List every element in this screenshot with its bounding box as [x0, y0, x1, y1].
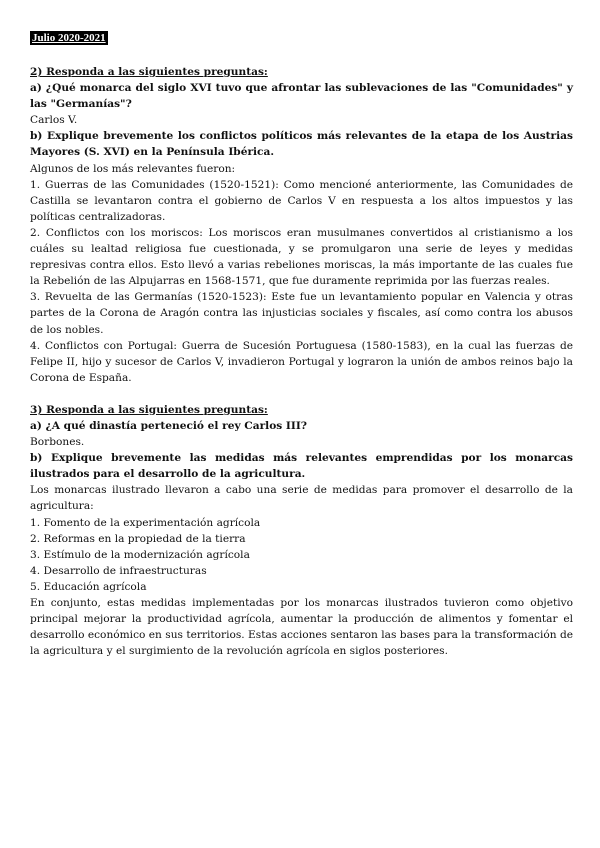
list-item: 1. Fomento de la experimentación agrícola: [30, 516, 261, 529]
list-item: 2. Conflictos con los moriscos: Los moriscos eran musulmanes convertidos al cristianismo a los cuáles su lealtad religiosa fue cuestionada, y se promulgaron una serie de leyes y medidas represivas contra ellos. Esto llevó a varias rebeliones moriscas, la más importante de las cuales fue la Rebelión de las Alpujarras en 1568-1571, que fue duramente reprimida por las fuerzas reales.: [30, 226, 573, 288]
list-item: 3. Revuelta de las Germanías (1520-1523): Este fue un levantamiento popular en Valencia y otras partes de la Corona de Aragón contra las injusticias sociales y fiscales, así como contra los abusos de los nobles.: [30, 291, 573, 336]
section-3-heading: 3) Responda a las siguientes preguntas:: [30, 403, 268, 416]
section-3-question-a: a) ¿A qué dinastía perteneció el rey Carlos III?: [30, 419, 307, 432]
list-item: 4. Desarrollo de infraestructuras: [30, 564, 207, 577]
document-page: [30, 30, 573, 659]
list-item: 3. Estímulo de la modernización agrícola: [30, 548, 250, 561]
section-spacer: [30, 386, 573, 402]
section-2-question-b: b) Explique brevemente los conflictos políticos más relevantes de la etapa de los Austrias Mayores (S. XVI) en la Península Ibérica.: [30, 130, 573, 159]
section-2: [30, 64, 573, 386]
section-3-intro: Los monarcas ilustrado llevaron a cabo una serie de medidas para promover el desarrollo de la agricultura:: [30, 484, 573, 513]
section-2-heading: 2) Responda a las siguientes preguntas:: [30, 66, 268, 78]
section-3-conclusion: En conjunto, estas medidas implementadas por los monarcas ilustrados tuvieron como objetivo principal mejorar la productividad agrícola, aumentar la producción de alimentos y fomentar el desarrollo económico en sus territorios. Estas acciones sentaron las bases para la transformación de la agricultura y el surgimiento de la revolución agrícola en siglos posteriores.: [30, 597, 573, 658]
list-item: 2. Reformas en la propiedad de la tierra: [30, 532, 246, 545]
section-2-intro: Algunos de los más relevantes fueron:: [30, 162, 236, 175]
section-3: [30, 402, 573, 660]
section-3-question-b: b) Explique brevemente las medidas más relevantes emprendidas por los monarcas ilustrados para el desarrollo de la agricultura.: [30, 452, 573, 481]
section-2-question-a: a) ¿Qué monarca del siglo XVI tuvo que afrontar las sublevaciones de las "Comunidades" y las "Germanías"?: [30, 82, 573, 111]
list-item: 1. Guerras de las Comunidades (1520-1521): Como mencioné anteriormente, las Comunidades de Castilla se levantaron contra el gobierno de Carlos V en respuesta a los altos impuestos y las políticas centralizadoras.: [30, 178, 573, 223]
section-3-answer-a: Borbones.: [30, 436, 85, 449]
section-2-answer-a: Carlos V.: [30, 114, 78, 127]
list-item: 4. Conflictos con Portugal: Guerra de Sucesión Portuguesa (1580-1583), en la cual las fuerzas de Felipe II, hijo y sucesor de Carlos V, invadieron Portugal y lograron la unión de ambos reinos bajo la Corona de España.: [30, 339, 573, 384]
list-item: 5. Educación agrícola: [30, 580, 147, 593]
date-label: Julio 2020-2021: [32, 32, 106, 44]
